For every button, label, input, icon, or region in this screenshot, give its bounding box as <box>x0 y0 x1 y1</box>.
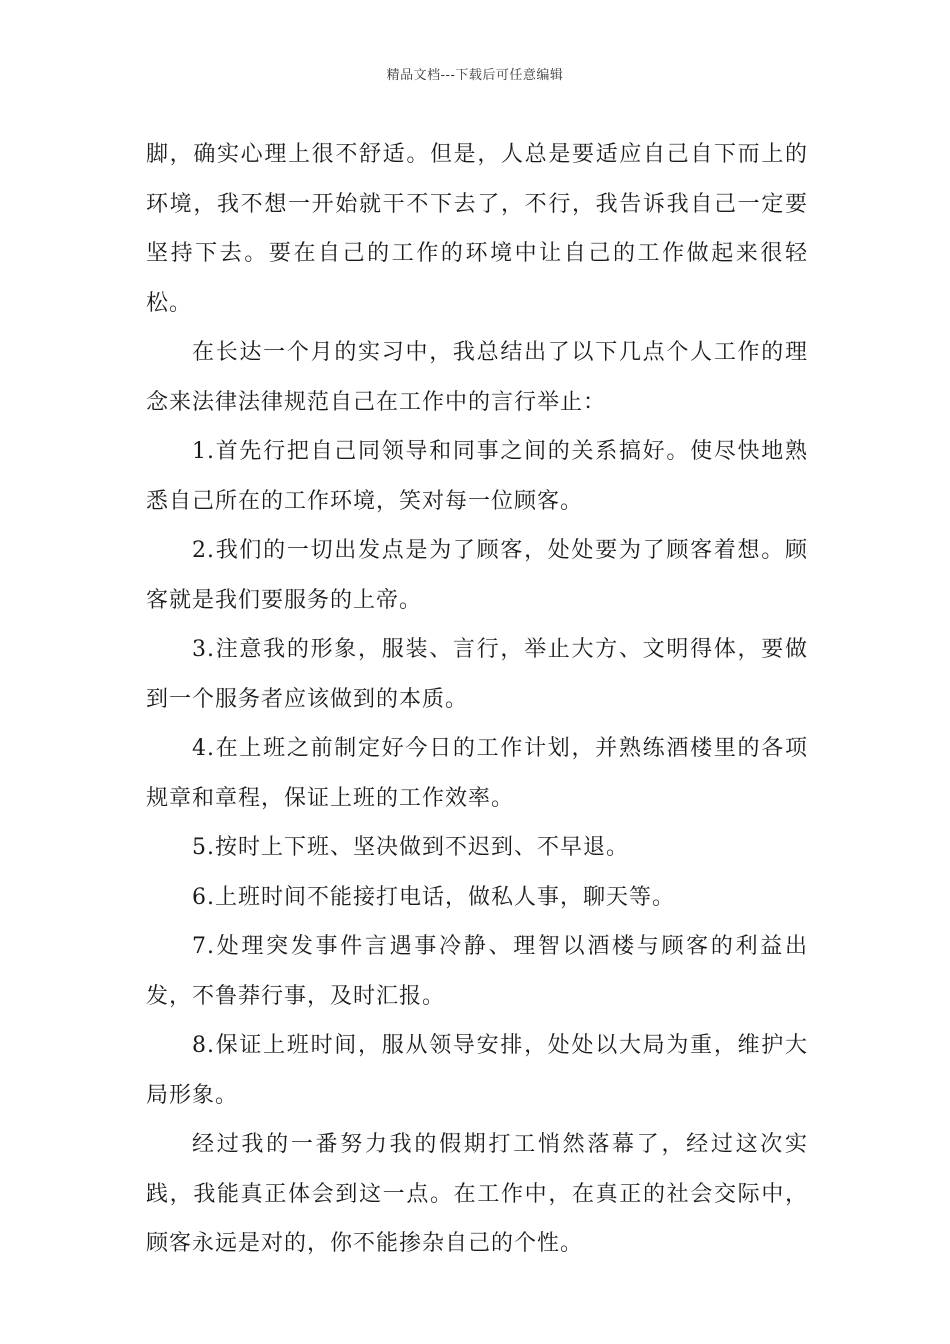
list-item-5: 5.按时上下班、坚决做到不迟到、不早退。 <box>192 835 629 860</box>
page-header: 精品文档---下载后可任意编辑 <box>386 68 564 83</box>
list-item-2: 2.我们的一切出发点是为了顾客，处处要为了顾客着想。顾客就是我们要服务的上帝。 <box>146 538 808 613</box>
list-item-4: 4.在上班之前制定好今日的工作计划，并熟练酒楼里的各项规章和章程，保证上班的工作效率。 <box>146 736 808 811</box>
list-item-7: 7.处理突发事件言遇事冷静、理智以酒楼与顾客的利益出发，不鲁莽行事，及时汇报。 <box>146 934 808 1009</box>
list-item-8: 8.保证上班时间，服从领导安排，处处以大局为重，维护大局形象。 <box>146 1033 808 1108</box>
paragraph-continuation: 脚，确实心理上很不舒适。但是，人总是要适应自己自下而上的环境，我不想一开始就干不下去了，不行，我告诉我自己一定要坚持下去。要在自己的工作的环境中让自己的工作做起来很轻松。 <box>146 142 808 316</box>
document-body <box>146 130 808 1269</box>
paragraph-conclusion: 经过我的一番努力我的假期打工悄然落幕了，经过这次实践，我能真正体会到这一点。在工作中，在真正的社会交际中，顾客永远是对的，你不能掺杂自己的个性。 <box>146 1132 808 1256</box>
list-item-6: 6.上班时间不能接打电话，做私人事，聊天等。 <box>192 884 675 910</box>
list-item-1: 1.首先行把自己同领导和同事之间的关系搞好。使尽快地熟悉自己所在的工作环境，笑对每一位顾客。 <box>146 439 808 514</box>
list-item-3: 3.注意我的形象，服装、言行，举止大方、文明得体，要做到一个服务者应该做到的本质。 <box>146 637 808 712</box>
paragraph-intro: 在长达一个月的实习中，我总结出了以下几点个人工作的理念来法律法律规范自己在工作中的言行举止： <box>146 340 808 415</box>
